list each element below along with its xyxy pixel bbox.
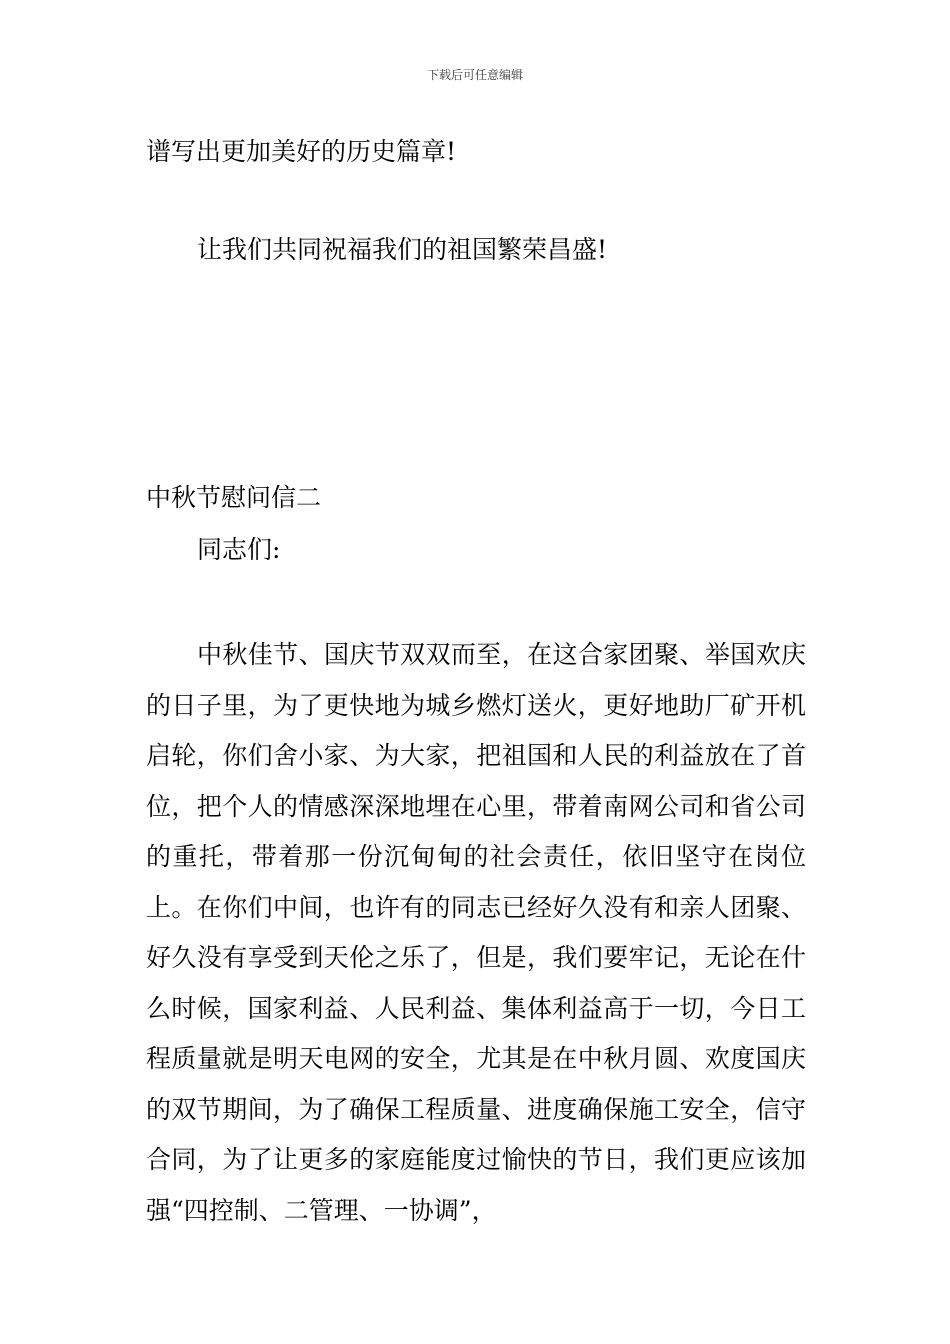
- page-header-note: 下载后可任意编辑: [426, 68, 523, 82]
- main-body-paragraph: 中秋佳节、国庆节双双而至，在这合家团聚、举国欢庆的日子里，为了更快地为城乡燃灯送火，更好地助厂矿开机启轮，你们舍小家、为大家，把祖国和人民的利益放在了首位，把个人的情感深深地埋在心里，带着南网公司和省公司的重托，带着那一份沉甸甸的社会责任，依旧坚守在岗位上。在你们中间，也许有的同志已经好久没有和亲人团聚、好久没有享受到天伦之乐了，但是，我们要牢记，无论在什么时候，国家利益、人民利益、集体利益高于一切，今日工程质量就是明天电网的安全，尤其是在中秋月圆、欢度国庆的双节期间，为了确保工程质量、进度确保施工安全，信守合同，为了让更多的家庭能度过愉快的节日，我们更应该加强“四控制、二管理、一协调”，: [146, 640, 806, 1225]
- closing-line-2: 让我们共同祝福我们的祖国繁荣昌盛!: [197, 235, 608, 264]
- salutation: 同志们:: [197, 535, 281, 564]
- section-title: 中秋节慰问信二: [146, 483, 322, 512]
- closing-line-1: 谱写出更加美好的历史篇章!: [146, 137, 457, 166]
